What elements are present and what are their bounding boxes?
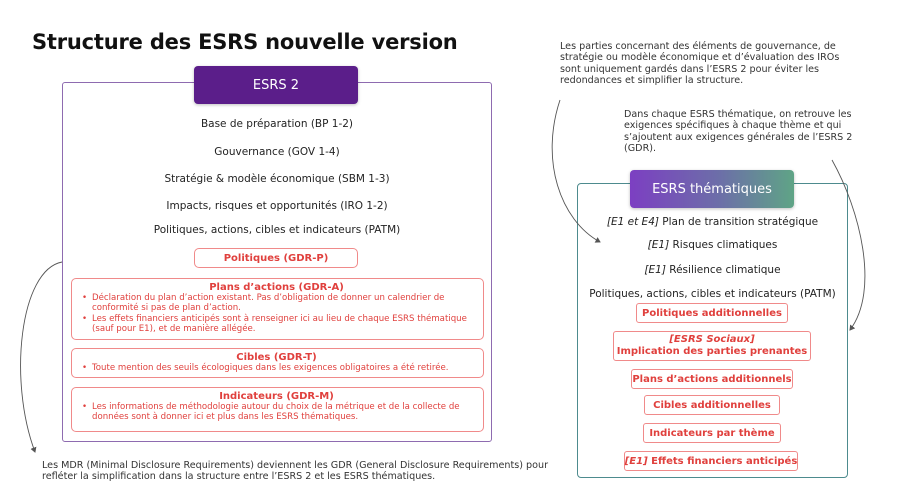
indicateurs-gdr-title: Indicateurs (GDR-M) [219, 391, 334, 402]
implication-parties-label: Implication des parties prenantes [616, 346, 808, 357]
note-middle: Dans chaque ESRS thématique, on retrouve les exigences spécifiques à chaque thème et qui s’ajoutent aux exigences générales de l’ESRS 2 (GDR). [624, 109, 853, 155]
politiques-additionnelles-label: Politiques additionnelles [642, 307, 782, 319]
line-bp: Base de préparation (BP 1-2) [200, 118, 354, 130]
esrs-thematiques-header: ESRS thématiques [630, 170, 794, 208]
esrs2-header: ESRS 2 [194, 66, 358, 104]
rline-transition-tag: [E1 et E4] [606, 216, 659, 228]
rline-risques-tag: [E1] [647, 239, 670, 251]
indicateurs-bullet-1: • Les informations de méthodologie autour du choix de la métrique et de la collecte de données sont à donner ici et plus dans les ESRS thématiques. [80, 402, 473, 423]
politiques-gdr-label: Politiques (GDR-P) [223, 252, 329, 264]
arrow-bottom-note [21, 262, 62, 452]
line-patm: Politiques, actions, cibles et indicateurs (PATM) [153, 224, 401, 236]
rline-transition-text: Plan de transition stratégique [658, 216, 819, 228]
plans-bullet-1: • Déclaration du plan d’action existant. Pas d’obligation de donner un calendrier de conformité si pas de plan d’action. [80, 293, 473, 314]
plans-gdr-title: Plans d’actions (GDR-A) [209, 282, 344, 293]
rline-risques-text: Risques climatiques [669, 239, 778, 251]
cibles-gdr-title: Cibles (GDR-T) [236, 352, 317, 363]
line-iro: Impacts, risques et opportunités (IRO 1-2) [166, 200, 388, 212]
line-sbm: Stratégie & modèle économique (SBM 1-3) [164, 173, 390, 185]
note-top: Les parties concernant des éléments de gouvernance, de stratégie ou modèle économique et d’évaluation des IROs sont uniquement gardés dans l’ESRS 2 pour éviter les redondances et simplifier la structure. [560, 41, 840, 87]
cibles-additionnelles-label: Cibles additionnelles [653, 399, 771, 411]
arrow-middle-note [832, 160, 865, 330]
line-gov: Gouvernance (GOV 1-4) [214, 146, 340, 158]
arrow-top-note [552, 100, 600, 242]
note-bottom: Les MDR (Minimal Disclosure Requirements) deviennent les GDR (General Disclosure Requirements) pour refléter la simplification dans la structure entre l’ESRS 2 et les ESRS thématiques. [42, 460, 549, 483]
effets-financiers-tag: [E1] [624, 455, 648, 467]
rline-patm: Politiques, actions, cibles et indicateurs (PATM) [589, 288, 836, 300]
implication-parties-tag: [ESRS Sociaux] [669, 334, 755, 345]
page-title: Structure des ESRS nouvelle version [32, 30, 458, 54]
plans-additionnels-label: Plans d’actions additionnels [632, 373, 792, 385]
effets-financiers-label: Effets financiers anticipés [647, 455, 798, 467]
rline-resilience-tag: [E1] [644, 264, 666, 276]
indicateurs-theme-label: Indicateurs par thème [649, 427, 775, 439]
cibles-bullet-1: • Toute mention des seuils écologiques dans les exigences obligatoires a été retirée. [80, 363, 473, 373]
rline-resilience-text: Résilience climatique [665, 264, 781, 276]
plans-bullet-2: • Les effets financiers anticipés sont à renseigner ici au lieu de chaque ESRS thématique (sauf pour E1), et de manière allégée. [80, 314, 473, 335]
